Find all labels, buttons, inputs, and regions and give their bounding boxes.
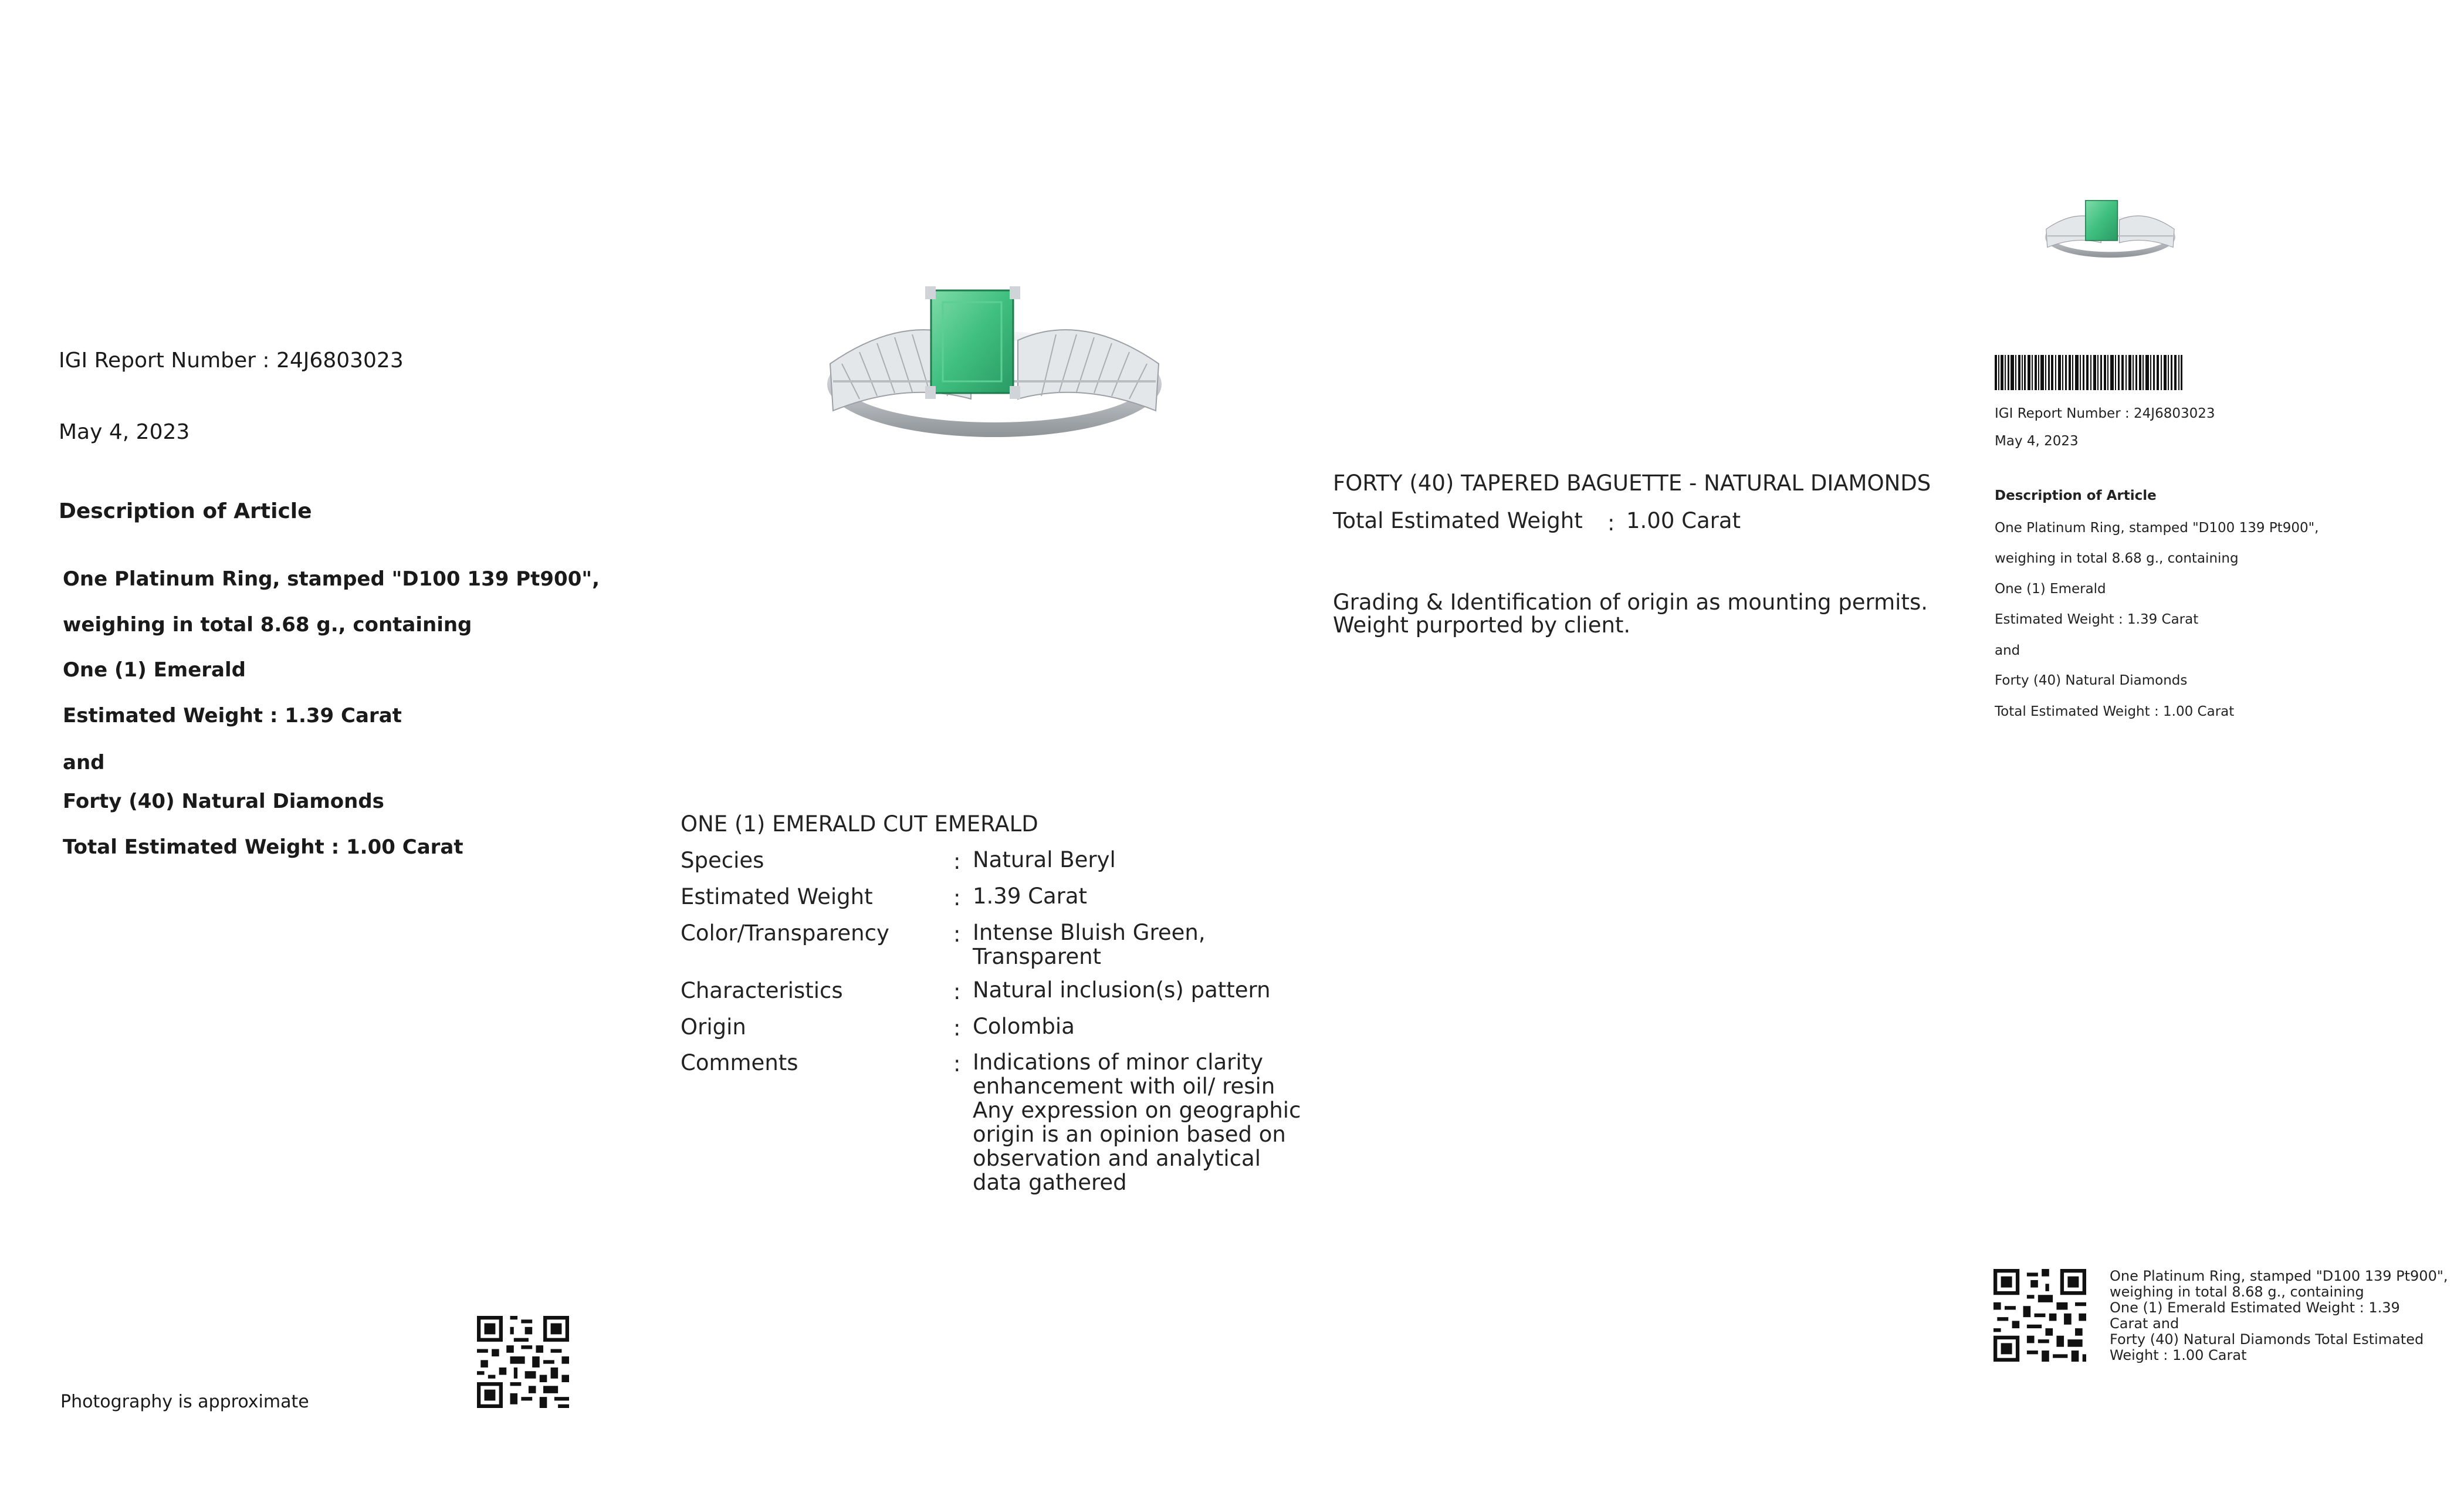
description-line: Estimated Weight : 1.39 Carat xyxy=(63,704,402,727)
diamonds-colon: : xyxy=(1607,510,1615,536)
stub-report-number: IGI Report Number : 24J6803023 xyxy=(1995,406,2215,421)
stub-description-heading: Description of Article xyxy=(1995,488,2157,503)
stub-qr-caption-line: Carat and xyxy=(2110,1315,2179,1332)
stub-description-line: One (1) Emerald xyxy=(1995,581,2106,597)
stub-description-line: Total Estimated Weight : 1.00 Carat xyxy=(1995,704,2235,719)
description-heading: Description of Article xyxy=(59,499,312,523)
spec-label-origin: Origin xyxy=(681,1014,746,1040)
barcode[interactable] xyxy=(1995,355,2182,390)
description-line: and xyxy=(63,751,105,774)
stub-qr-caption-line: One Platinum Ring, stamped "D100 139 Pt900", xyxy=(2110,1268,2448,1284)
spec-value-weight: 1.39 Carat xyxy=(973,884,1088,909)
stub-description-line: and xyxy=(1995,643,2020,658)
stub-qr-caption-line: Forty (40) Natural Diamonds Total Estimated xyxy=(2110,1331,2424,1348)
spec-value-species: Natural Beryl xyxy=(973,847,1116,872)
description-line: Total Estimated Weight : 1.00 Carat xyxy=(63,835,463,859)
report-number: IGI Report Number : 24J6803023 xyxy=(59,348,404,373)
stub-qr-caption-line: Weight : 1.00 Carat xyxy=(2110,1347,2247,1363)
spec-colon: : xyxy=(953,885,961,911)
spec-value-characteristics: Natural inclusion(s) pattern xyxy=(973,977,1271,1003)
description-line: Forty (40) Natural Diamonds xyxy=(63,790,384,813)
photography-note: Photography is approximate xyxy=(60,1392,309,1412)
stub-qr-code[interactable] xyxy=(1993,1269,2086,1362)
ring-photo xyxy=(818,276,1165,443)
diamonds-note-line: Weight purported by client. xyxy=(1333,612,1631,638)
spec-label-color: Color/Transparency xyxy=(681,920,889,946)
emerald-heading: ONE (1) EMERALD CUT EMERALD xyxy=(681,811,1038,837)
spec-value-color: Intense Bluish Green, Transparent xyxy=(973,920,1206,969)
spec-label-weight: Estimated Weight xyxy=(681,884,873,909)
report-date: May 4, 2023 xyxy=(59,420,190,444)
stub-description-line: weighing in total 8.68 g., containing xyxy=(1995,551,2239,566)
spec-label-comments: Comments xyxy=(681,1050,798,1075)
stub-description-line: One Platinum Ring, stamped "D100 139 Pt900", xyxy=(1995,520,2319,536)
stub-qr-caption-line: weighing in total 8.68 g., containing xyxy=(2110,1284,2364,1300)
diamonds-weight-label: Total Estimated Weight xyxy=(1333,508,1583,533)
diamonds-note-line: Grading & Identification of origin as mounting permits. xyxy=(1333,590,1928,615)
spec-colon: : xyxy=(953,1016,961,1041)
spec-label-species: Species xyxy=(681,848,764,873)
stub-qr-caption-line: One (1) Emerald Estimated Weight : 1.39 xyxy=(2110,1299,2400,1316)
spec-value-origin: Colombia xyxy=(973,1014,1075,1039)
qr-code[interactable] xyxy=(477,1316,569,1408)
description-line: One (1) Emerald xyxy=(63,658,246,682)
diamonds-weight-value: 1.00 Carat xyxy=(1626,508,1741,533)
description-line: weighing in total 8.68 g., containing xyxy=(63,613,472,637)
stub-description-line: Estimated Weight : 1.39 Carat xyxy=(1995,612,2199,627)
spec-value-comments: Indications of minor clarity enhancement with oil/ resin Any expression on geographic origin is an opinion based on observation and analytical data gathered xyxy=(973,1050,1301,1195)
diamonds-heading: FORTY (40) TAPERED BAGUETTE - NATURAL DIAMONDS xyxy=(1333,471,1931,496)
ring-thumbnail xyxy=(2042,194,2177,261)
stub-description-line: Forty (40) Natural Diamonds xyxy=(1995,673,2188,688)
spec-colon: : xyxy=(953,922,961,947)
spec-colon: : xyxy=(953,979,961,1004)
stub-date: May 4, 2023 xyxy=(1995,434,2079,449)
spec-colon: : xyxy=(953,1051,961,1077)
spec-colon: : xyxy=(953,849,961,874)
spec-label-characteristics: Characteristics xyxy=(681,978,843,1003)
description-line: One Platinum Ring, stamped "D100 139 Pt900", xyxy=(63,567,600,591)
